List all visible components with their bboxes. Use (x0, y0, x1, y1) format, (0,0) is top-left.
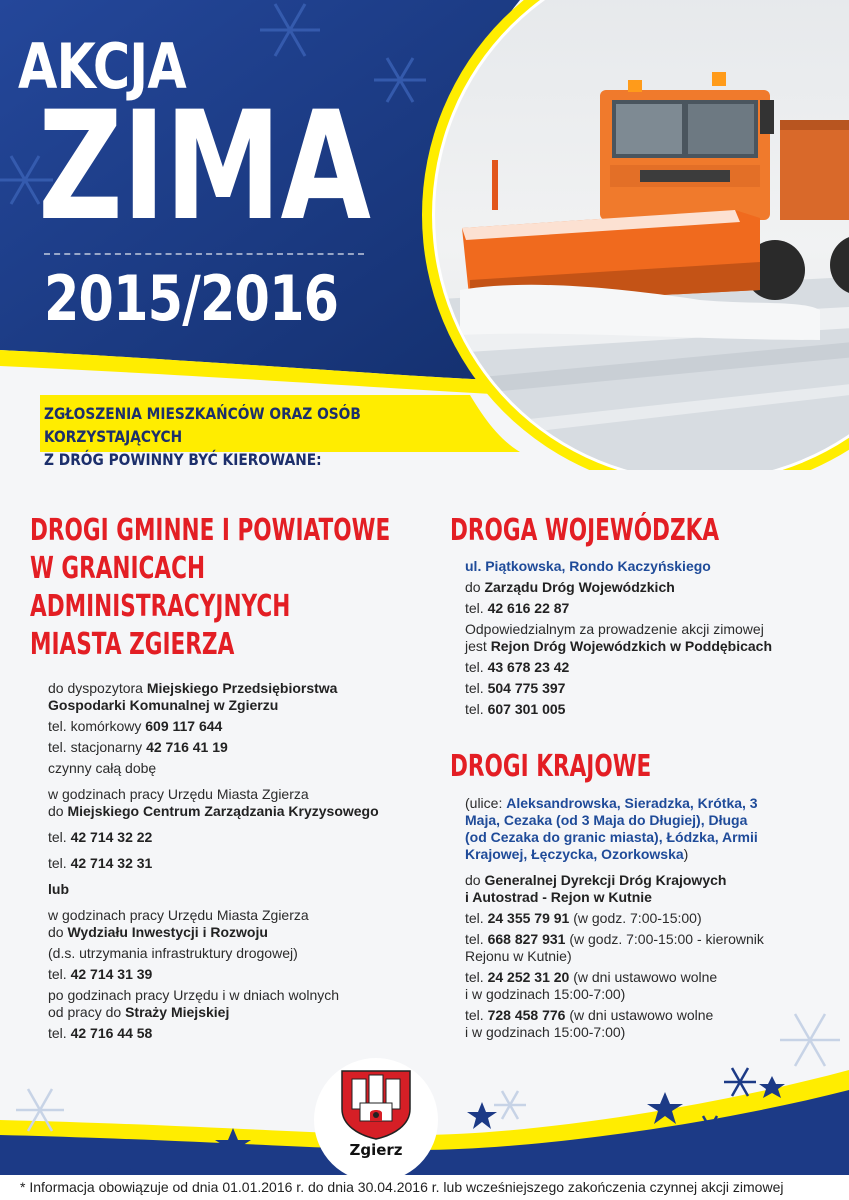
title-divider (44, 253, 364, 255)
org-name: Miejskiego Przedsiębiorstwa (146, 680, 338, 696)
text: i w godzinach 15:00-7:00) (465, 1024, 626, 1040)
intro-banner (44, 402, 422, 471)
national-roads-heading: DROGI KRAJOWE (450, 749, 652, 784)
text: (d.s. utrzymania infrastruktury drogowej) (48, 945, 298, 961)
title-line-2: ZIMA (38, 80, 371, 254)
label: tel. (48, 966, 67, 982)
org-name: Generalnej Dyrekcji Dróg Krajowych (484, 872, 727, 888)
street-list: Krajowej, Łęczycka, Ozorkowska (465, 846, 684, 862)
label: tel. (465, 600, 484, 616)
org-name: Zarządu Dróg Wojewódzkich (484, 579, 675, 595)
text: do dyspozytora (48, 680, 143, 696)
phone-number: 504 775 397 (487, 680, 566, 696)
phone-number: 43 678 23 42 (487, 659, 570, 675)
phone-number: 728 458 776 (487, 1007, 566, 1023)
org-name: Wydziału Inwestycji i Rozwoju (67, 924, 268, 940)
label: tel. (465, 659, 484, 675)
org-name: Miejskiego Centrum Zarządzania Kryzysowego (67, 803, 379, 819)
label: tel. komórkowy (48, 718, 142, 734)
voivodeship-contacts (465, 558, 825, 718)
text: ) (683, 846, 689, 862)
city-crest (318, 1057, 434, 1177)
text: w godzinach pracy Urzędu Miasta Zgierza (48, 907, 309, 923)
phone-number: 24 252 31 20 (487, 969, 570, 985)
text: (w godz. 7:00-15:00 - kierownik (569, 931, 764, 947)
text: czynny całą dobę (48, 760, 157, 776)
org-name: i Autostrad - Rejon w Kutnie (465, 889, 652, 905)
phone-number: 42 716 44 58 (70, 1025, 153, 1041)
footnote: * Informacja obowiązuje od dnia 01.01.2016 r. do dnia 30.04.2016 r. lub wcześniejszego zakończenia czynnej akcji zimowej (0, 1175, 849, 1200)
phone-number: 42 716 41 19 (146, 739, 228, 755)
org-name: Gospodarki Komunalnej w Zgierzu (48, 697, 279, 713)
city-name: Zgierz (349, 1141, 403, 1159)
text: jest (465, 638, 487, 654)
street-list: (od Cezaka do granic miasta), Łódzka, Armii (465, 829, 758, 845)
text: Odpowiedzialnym za prowadzenie akcji zimowej (465, 621, 764, 637)
text: (w dni ustawowo wolne (569, 1007, 714, 1023)
intro-line-1: ZGŁOSZENIA MIESZKAŃCÓW ORAZ OSÓB KORZYSTAJĄCYCH (44, 404, 361, 446)
text: do (48, 803, 64, 819)
municipal-roads-contacts (48, 680, 418, 1042)
heading-line: MIASTA ZGIERZA (30, 627, 235, 662)
text: (w dni ustawowo wolne (573, 969, 718, 985)
text: do (465, 579, 481, 595)
label: tel. (465, 969, 484, 985)
label: tel. (465, 701, 484, 717)
text: Rejonu w Kutnie) (465, 948, 572, 964)
label: tel. (48, 855, 67, 871)
label: tel. (465, 931, 484, 947)
text: i w godzinach 15:00-7:00) (465, 986, 626, 1002)
street-list: Maja, Cezaka (od 3 Maja do Długiej), Długa (465, 812, 748, 828)
voivodeship-road-heading: DROGA WOJEWÓDZKA (450, 513, 720, 548)
org-name: Rejon Dróg Wojewódzkich w Poddębicach (490, 638, 773, 654)
org-name: Straży Miejskiej (125, 1004, 230, 1020)
crest-emblem (318, 1057, 434, 1141)
or-label: lub (48, 881, 69, 897)
heading-line: W GRANICACH (30, 551, 206, 586)
phone-number: 609 117 644 (145, 718, 223, 734)
season-title: 2015/2016 (44, 262, 339, 335)
phone-number: 42 714 32 22 (70, 829, 153, 845)
text: do (465, 872, 481, 888)
text: do (48, 924, 64, 940)
label: tel. (48, 1025, 67, 1041)
text: (w godz. 7:00-15:00) (573, 910, 702, 926)
text: (ulice: (465, 795, 503, 811)
text: po godzinach pracy Urzędu i w dniach wolnych (48, 987, 340, 1003)
text: w godzinach pracy Urzędu Miasta Zgierza (48, 786, 309, 802)
phone-number: 24 355 79 91 (487, 910, 570, 926)
label: tel. (465, 1007, 484, 1023)
label: tel. (465, 680, 484, 696)
title-line-1: AKCJA (18, 30, 186, 103)
national-roads-contacts (465, 795, 825, 1041)
street-list: ul. Piątkowska, Rondo Kaczyńskiego (465, 558, 711, 574)
heading-line: ADMINISTRACYJNYCH (30, 589, 291, 624)
text: od pracy do (48, 1004, 122, 1020)
phone-number: 42 714 31 39 (70, 966, 153, 982)
phone-number: 668 827 931 (487, 931, 566, 947)
street-list: Aleksandrowska, Sieradzka, Krótka, 3 (506, 795, 758, 811)
label: tel. stacjonarny (48, 739, 143, 755)
phone-number: 42 714 32 31 (70, 855, 153, 871)
label: tel. (48, 829, 67, 845)
municipal-roads-heading (30, 512, 390, 664)
phone-number: 42 616 22 87 (487, 600, 570, 616)
phone-number: 607 301 005 (487, 701, 566, 717)
intro-line-2: Z DRÓG POWINNY BYĆ KIEROWANE: (44, 450, 322, 469)
heading-line: DROGI GMINNE I POWIATOWE (30, 513, 391, 548)
label: tel. (465, 910, 484, 926)
